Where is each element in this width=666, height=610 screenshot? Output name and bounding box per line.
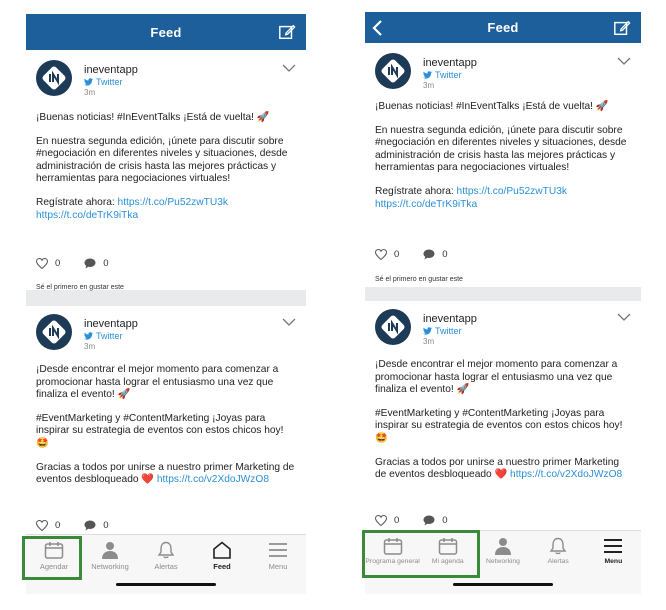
post-author[interactable]: ineventapp bbox=[423, 313, 477, 325]
heart-icon bbox=[36, 520, 48, 531]
post-source: Twitter bbox=[423, 326, 462, 336]
inevent-logo-icon bbox=[42, 320, 66, 344]
heart-icon bbox=[36, 258, 48, 269]
tab-networking[interactable]: Networking bbox=[480, 531, 526, 565]
home-indicator bbox=[116, 583, 216, 586]
post-paragraph: ¡Desde encontrar el mejor momento para comenzar a promocionar hasta lograr el entusiasmo una vez que finaliza el evento! 🚀 bbox=[375, 359, 618, 396]
bell-icon bbox=[548, 537, 568, 555]
post-source: Twitter bbox=[84, 331, 123, 341]
feed-screen-right bbox=[365, 0, 641, 594]
inevent-logo-icon bbox=[381, 315, 405, 339]
post-time: 3m bbox=[423, 81, 435, 90]
like-button[interactable] bbox=[375, 515, 399, 526]
comment-count: 0 bbox=[442, 515, 448, 526]
post-author[interactable]: ineventapp bbox=[84, 318, 138, 330]
page-title: Feed bbox=[487, 20, 519, 35]
tab-alertas[interactable]: Alertas bbox=[138, 535, 194, 571]
post-paragraph: En nuestra segunda edición, ¡únete para discutir sobre #negociación en diferentes niveles y situaciones, desde administración de crisis hasta las mejores prácticas y herramientas para negociaciones virtuales! bbox=[375, 124, 627, 174]
post-time: 3m bbox=[84, 342, 96, 351]
post-link[interactable]: https://t.co/Pu52zwTU3k https://t.co/deTrK9iTka bbox=[36, 196, 228, 221]
comment-icon bbox=[423, 515, 435, 526]
heart-icon bbox=[375, 249, 387, 260]
avatar[interactable] bbox=[36, 314, 72, 350]
feed-post bbox=[26, 52, 306, 290]
like-button[interactable] bbox=[36, 520, 60, 531]
comment-count: 0 bbox=[442, 249, 448, 260]
post-source: Twitter bbox=[423, 70, 462, 80]
like-button[interactable] bbox=[375, 249, 399, 260]
comment-button[interactable] bbox=[84, 520, 108, 531]
post-author[interactable]: ineventapp bbox=[423, 57, 477, 69]
bell-icon bbox=[156, 541, 176, 559]
post-paragraph: ¡Desde encontrar el mejor momento para comenzar a promocionar hasta lograr el entusiasmo una vez que finaliza el evento! 🚀 bbox=[36, 364, 279, 401]
post-paragraph: ¡Buenas noticias! #InEventTalks ¡Está de vuelta! 🚀 bbox=[375, 101, 609, 112]
twitter-icon bbox=[423, 71, 432, 79]
app-header bbox=[26, 14, 306, 50]
post-actions bbox=[36, 520, 133, 531]
post-time: 3m bbox=[84, 88, 96, 97]
post-text bbox=[375, 101, 633, 222]
feed-post bbox=[365, 301, 641, 532]
post-source: Twitter bbox=[84, 77, 123, 87]
compose-icon[interactable] bbox=[278, 23, 296, 41]
twitter-icon bbox=[423, 327, 432, 335]
hamburger-icon bbox=[268, 541, 288, 559]
like-count: 0 bbox=[394, 515, 400, 526]
post-text bbox=[36, 112, 298, 233]
comment-icon bbox=[84, 520, 96, 531]
twitter-icon bbox=[84, 78, 93, 86]
person-icon bbox=[493, 537, 513, 555]
post-actions bbox=[375, 249, 472, 260]
first-like-hint: Sé el primero en gustar este bbox=[36, 284, 124, 291]
feed-screen-left bbox=[26, 0, 306, 594]
compose-icon[interactable] bbox=[613, 19, 631, 37]
post-text bbox=[36, 364, 298, 498]
post-actions bbox=[36, 258, 133, 269]
tab-programa-general[interactable]: Programa general bbox=[370, 531, 416, 565]
post-thanks: Gracias a todos por unirse a nuestro primer Marketing de eventos desbloqueado ❤️ https://t.co/v2XdoJWzO8 bbox=[36, 461, 295, 486]
post-text bbox=[375, 359, 633, 493]
chevron-down-icon[interactable] bbox=[282, 318, 296, 326]
post-header bbox=[375, 309, 631, 349]
post-thanks: Gracias a todos por unirse a nuestro primer Marketing de eventos desbloqueado ❤️ https://t.co/v2XdoJWzO8 bbox=[375, 456, 623, 481]
hamburger-icon bbox=[603, 537, 623, 555]
comment-count: 0 bbox=[103, 520, 109, 531]
post-register: Regístrate ahora: https://t.co/Pu52zwTU3k https://t.co/deTrK9iTka bbox=[36, 196, 228, 221]
post-header bbox=[36, 60, 296, 100]
post-link[interactable]: https://t.co/v2XdoJWzO8 bbox=[156, 474, 269, 486]
feed-list[interactable] bbox=[26, 52, 306, 534]
avatar[interactable] bbox=[375, 53, 411, 89]
heart-icon bbox=[375, 515, 387, 526]
tab-feed[interactable]: Feed bbox=[194, 535, 250, 571]
tab-menu[interactable]: Menu bbox=[250, 535, 306, 571]
person-icon bbox=[100, 541, 120, 559]
like-count: 0 bbox=[394, 249, 400, 260]
tab-networking[interactable]: Networking bbox=[82, 535, 138, 571]
post-author[interactable]: ineventapp bbox=[84, 64, 138, 76]
post-paragraph: ¡Buenas noticias! #InEventTalks ¡Está de vuelta! 🚀 bbox=[36, 112, 270, 123]
avatar[interactable] bbox=[36, 60, 72, 96]
post-paragraph: En nuestra segunda edición, ¡únete para discutir sobre #negociación en diferentes niveles y situaciones, desde administración de crisis hasta las mejores prácticas y herramientas para negociaciones virtuales! bbox=[36, 135, 288, 185]
like-count: 0 bbox=[55, 258, 61, 269]
back-arrow-icon[interactable] bbox=[371, 19, 385, 37]
tab-agendar[interactable]: Agendar bbox=[26, 535, 82, 571]
home-indicator bbox=[453, 583, 553, 586]
app-header bbox=[365, 12, 641, 43]
feed-post bbox=[26, 306, 306, 534]
avatar[interactable] bbox=[375, 309, 411, 345]
comment-button[interactable] bbox=[423, 249, 447, 260]
like-count: 0 bbox=[55, 520, 61, 531]
inevent-logo-icon bbox=[381, 59, 405, 83]
post-actions bbox=[375, 515, 472, 526]
comment-button[interactable] bbox=[84, 258, 108, 269]
post-header bbox=[36, 314, 296, 354]
chevron-down-icon[interactable] bbox=[282, 64, 296, 72]
twitter-icon bbox=[84, 332, 93, 340]
comment-icon bbox=[423, 249, 435, 260]
post-link[interactable]: https://t.co/Pu52zwTU3k https://t.co/deTrK9iTka bbox=[375, 185, 567, 210]
highlight-box-agenda-tabs bbox=[362, 530, 480, 578]
highlight-box-agendar bbox=[22, 536, 82, 580]
page-title: Feed bbox=[150, 24, 182, 40]
post-paragraph: #EventMarketing y #ContentMarketing ¡Joyas para inspirar su estrategia de eventos con estos chicos hoy! 🤩 bbox=[375, 407, 623, 444]
first-like-hint: Sé el primero en gustar este bbox=[375, 276, 463, 283]
comment-button[interactable] bbox=[423, 515, 447, 526]
comment-count: 0 bbox=[103, 258, 109, 269]
tab-mi-agenda[interactable]: Mi agenda bbox=[425, 531, 471, 565]
feed-list[interactable] bbox=[365, 45, 641, 532]
home-icon bbox=[212, 541, 232, 559]
like-button[interactable] bbox=[36, 258, 60, 269]
post-link[interactable]: https://t.co/v2XdoJWzO8 bbox=[510, 469, 623, 481]
tab-alertas[interactable]: Alertas bbox=[535, 531, 581, 565]
post-header bbox=[375, 53, 631, 93]
post-register: Regístrate ahora: https://t.co/Pu52zwTU3k https://t.co/deTrK9iTka bbox=[375, 185, 567, 210]
chevron-down-icon[interactable] bbox=[617, 57, 631, 65]
comment-icon bbox=[84, 258, 96, 269]
post-time: 3m bbox=[423, 337, 435, 346]
inevent-logo-icon bbox=[42, 66, 66, 90]
tab-menu[interactable]: Menu bbox=[590, 531, 636, 565]
feed-post bbox=[365, 45, 641, 287]
post-paragraph: #EventMarketing y #ContentMarketing ¡Joyas para inspirar su estrategia de eventos con estos chicos hoy! 🤩 bbox=[36, 412, 284, 449]
chevron-down-icon[interactable] bbox=[617, 313, 631, 321]
